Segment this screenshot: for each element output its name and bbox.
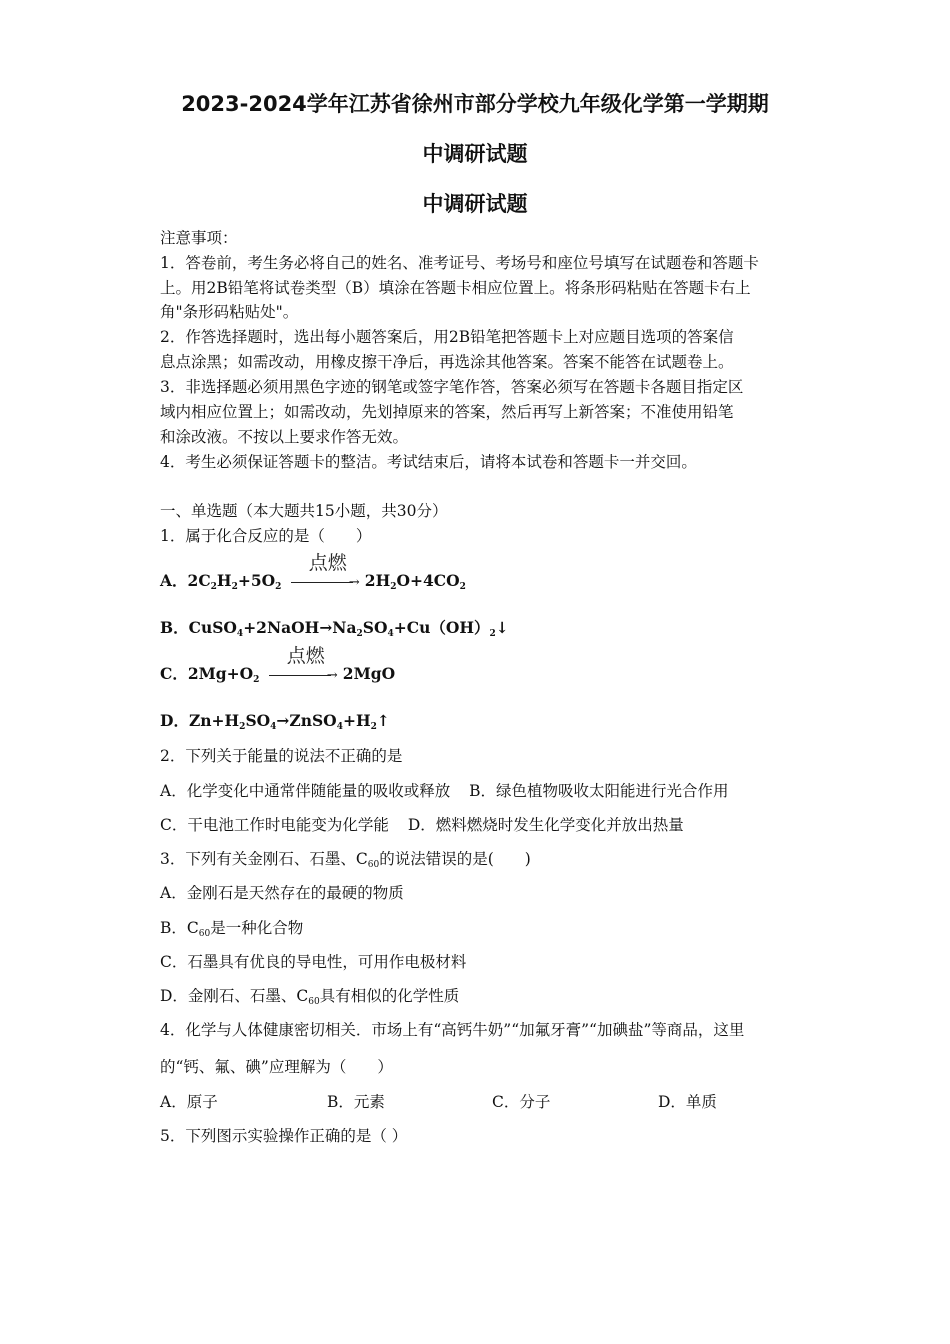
question-3-option-a: A．金刚石是天然存在的最硬的物质 bbox=[160, 884, 404, 902]
question-2-options-cd bbox=[160, 815, 684, 835]
question-4-stem-line1: 4．化学与人体健康密切相关．市场上有“高钙牛奶”“加氟牙膏”“加碘盐”等商品，这里 bbox=[160, 1021, 745, 1039]
question-2-option-b: B．绿色植物吸收太阳能进行光合作用 bbox=[469, 782, 729, 800]
question-1-option-a: A．$2C_2H_2+5O_2$ 点燃 → $2H_2O+4CO_2$ bbox=[160, 552, 466, 592]
question-4-stem-line2: 的“钙、氟、碘”应理解为（ ） bbox=[160, 1058, 393, 1076]
notice-line: 息点涂黑；如需改动，用橡皮擦干净后，再选涂其他答案。答案不能答在试题卷上。 bbox=[160, 353, 734, 371]
exam-title-line2: 中调研试题 bbox=[422, 142, 528, 166]
question-3-option-d: D．金刚石、石墨、$C_{60}$具有相似的化学性质 bbox=[160, 987, 460, 1007]
section-title: 一、单选题（本大题共15小题，共30分） bbox=[160, 502, 448, 520]
notice-line: 4．考生必须保证答题卡的整洁。考试结束后，请将本试卷和答题卡一并交回。 bbox=[160, 453, 697, 471]
question-4-option-b: B．元素 bbox=[327, 1093, 385, 1111]
question-1-option-d: D．$Zn+H_2SO_4\to ZnSO_4+H_2↑$ bbox=[160, 711, 390, 732]
notice-line: 3．非选择题必须用黑色字迹的钢笔或签字笔作答，答案必须写在答题卡各题目指定区 bbox=[160, 378, 744, 396]
notice-line: 和涂改液。不按以上要求作答无效。 bbox=[160, 428, 409, 446]
notice-line: 上。用2B铅笔将试卷类型（B）填涂在答题卡相应位置上。将条形码粘贴在答题卡右上 bbox=[160, 279, 751, 297]
reaction-condition: 点燃 bbox=[286, 645, 325, 667]
question-5-stem: 5．下列图示实验操作正确的是（ ） bbox=[160, 1127, 408, 1145]
question-4-option-a: A．原子 bbox=[160, 1093, 218, 1111]
question-3-option-c: C．石墨具有优良的导电性，可用作电极材料 bbox=[160, 953, 467, 971]
reaction-condition: 点燃 bbox=[308, 552, 347, 574]
question-2-option-c: C．干电池工作时电能变为化学能 bbox=[160, 816, 389, 834]
exam-title-line3: 中调研试题 bbox=[422, 192, 528, 216]
question-1-option-b: B．$CuSO_4+2NaOH\to Na_2SO_4+Cu(OH)_2↓$ bbox=[160, 618, 509, 639]
question-4-option-c: C．分子 bbox=[492, 1093, 551, 1111]
reaction-condition-arrow: 点燃 → bbox=[269, 666, 339, 684]
question-2-option-a: A．化学变化中通常伴随能量的吸收或释放 bbox=[160, 782, 451, 800]
notice-line: 域内相应位置上；如需改动，先划掉原来的答案，然后再写上新答案；不准使用铅笔 bbox=[160, 403, 734, 421]
question-4-option-d: D．单质 bbox=[658, 1093, 717, 1111]
notice-line: 角"条形码粘贴处"。 bbox=[160, 303, 299, 321]
question-1-option-c: C．$2Mg+O_2$ 点燃 → 2MgO bbox=[160, 645, 396, 685]
notice-line: 1．答卷前，考生务必将自己的姓名、准考证号、考场号和座位号填写在试题卷和答题卡 bbox=[160, 254, 759, 272]
reaction-condition-arrow: 点燃 → bbox=[291, 573, 361, 591]
question-1-stem: 1．属于化合反应的是（ ） bbox=[160, 527, 372, 545]
question-2-options-ab bbox=[160, 781, 729, 801]
question-2-stem: 2．下列关于能量的说法不正确的是 bbox=[160, 747, 403, 765]
question-3-option-b: B．$C_{60}$是一种化合物 bbox=[160, 919, 304, 939]
question-2-option-d: D．燃料燃烧时发生化学变化并放出热量 bbox=[407, 816, 684, 834]
notice-heading: 注意事项： bbox=[160, 229, 238, 247]
question-3-stem: 3．下列有关金刚石、石墨、$C_{60}$的说法错误的是( ) bbox=[160, 850, 531, 870]
notice-line: 2．作答选择题时，选出每小题答案后，用2B铅笔把答题卡上对应题目选项的答案信 bbox=[160, 328, 734, 346]
exam-title-line1: 2023-2024学年江苏省徐州市部分学校九年级化学第一学期期 bbox=[181, 92, 769, 116]
